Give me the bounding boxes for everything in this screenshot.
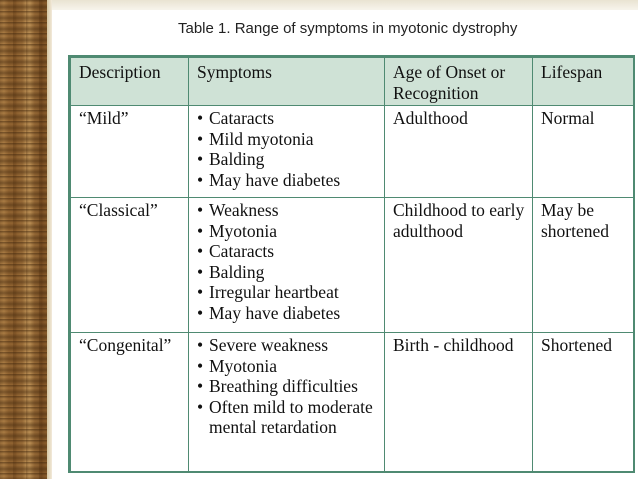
cell-description: “Mild” xyxy=(71,106,189,198)
symptom-item: • Balding xyxy=(197,262,378,283)
cell-description: “Classical” xyxy=(71,198,189,333)
symptom-item: • Breathing difficulties xyxy=(197,376,378,397)
cell-lifespan: May be shortened xyxy=(533,198,634,333)
table-row-congenital xyxy=(71,333,634,472)
header-age-of-onset: Age of Onset or Recognition xyxy=(385,58,533,106)
symptoms-table-frame xyxy=(68,55,635,473)
symptom-item: • Balding xyxy=(197,149,378,170)
cell-symptoms xyxy=(189,333,385,472)
cell-symptoms xyxy=(189,198,385,333)
symptom-item: • Mild myotonia xyxy=(197,129,378,150)
symptom-item: • Irregular heartbeat xyxy=(197,282,378,303)
table-caption: Table 1. Range of symptoms in myotonic dystrophy xyxy=(178,20,518,37)
symptom-list xyxy=(197,335,378,438)
symptoms-table xyxy=(70,57,634,472)
table-header-row xyxy=(71,58,634,106)
symptom-list xyxy=(197,108,378,190)
symptom-item: • Cataracts xyxy=(197,241,378,262)
symptom-item: • May have diabetes xyxy=(197,303,378,324)
symptom-item: • Severe weakness xyxy=(197,335,378,356)
symptom-item: • Cataracts xyxy=(197,108,378,129)
cell-onset: Childhood to early adulthood xyxy=(385,198,533,333)
cell-lifespan: Normal xyxy=(533,106,634,198)
symptom-item: • Myotonia xyxy=(197,221,378,242)
table-row-mild xyxy=(71,106,634,198)
symptom-list xyxy=(197,200,378,323)
cell-description: “Congenital” xyxy=(71,333,189,472)
cell-symptoms xyxy=(189,106,385,198)
header-lifespan: Lifespan xyxy=(533,58,634,106)
symptom-item: • May have diabetes xyxy=(197,170,378,191)
header-description: Description xyxy=(71,58,189,106)
header-symptoms: Symptoms xyxy=(189,58,385,106)
symptom-item: • Often mild to moderate mental retardation xyxy=(197,397,378,438)
cell-onset: Birth - childhood xyxy=(385,333,533,472)
symptom-item: • Myotonia xyxy=(197,356,378,377)
decorative-wood-border xyxy=(0,0,52,479)
cell-onset: Adulthood xyxy=(385,106,533,198)
cell-lifespan: Shortened xyxy=(533,333,634,472)
table-row-classical xyxy=(71,198,634,333)
decorative-top-strip xyxy=(52,0,638,10)
symptom-item: • Weakness xyxy=(197,200,378,221)
